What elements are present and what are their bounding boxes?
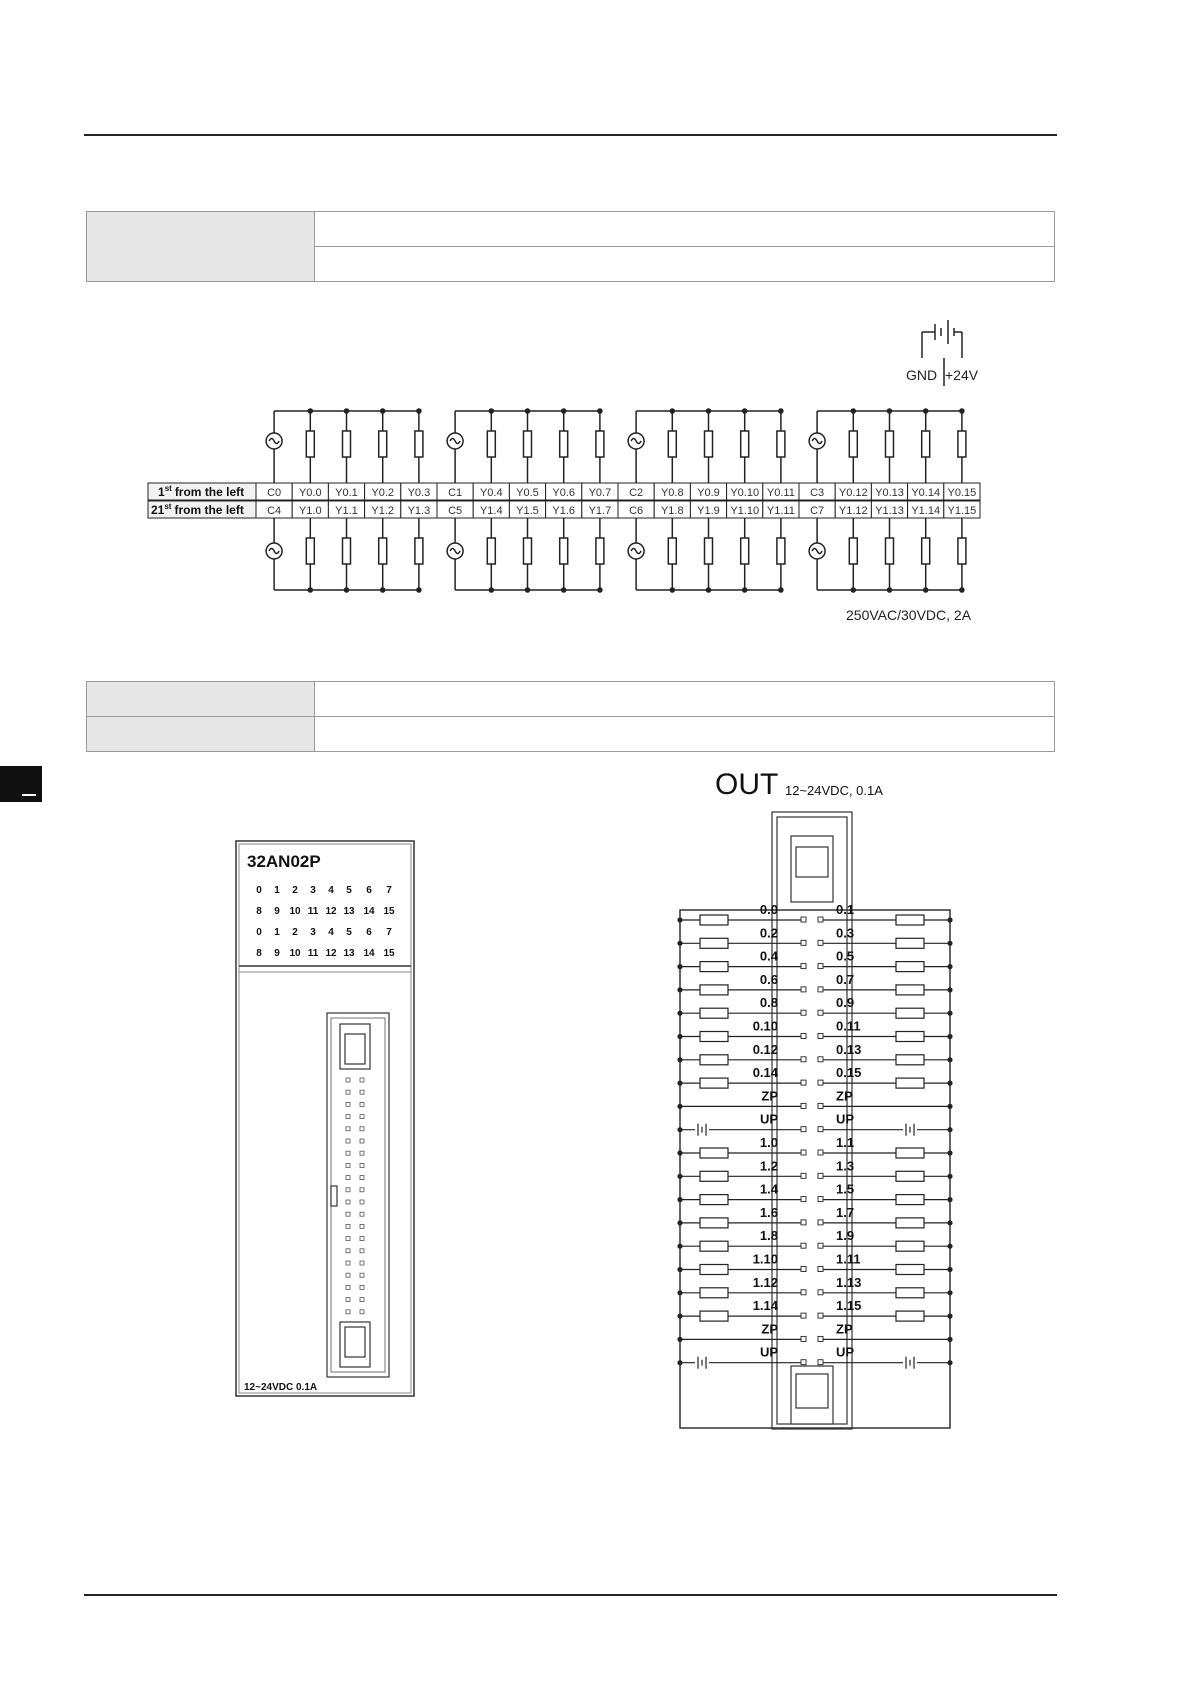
svg-text:Y1.6: Y1.6 — [552, 505, 576, 517]
connector-row — [678, 1252, 952, 1275]
connector-row — [678, 1019, 952, 1042]
svg-text:C4: C4 — [267, 505, 282, 517]
led-label: 15 — [383, 906, 395, 917]
row-label-1 — [148, 483, 256, 500]
spec-table-top-cell — [315, 247, 1055, 282]
relay-terminal-c4 — [256, 501, 292, 518]
led-label: 5 — [346, 885, 352, 896]
connector-label-left: 1.0 — [759, 1135, 778, 1150]
svg-text:Y0.6: Y0.6 — [552, 487, 576, 499]
relay-terminal-y0-13 — [871, 483, 907, 500]
svg-text:Y1.12: Y1.12 — [838, 505, 868, 517]
connector-row — [678, 1042, 952, 1065]
relay-rating: 250VAC/30VDC, 2A — [846, 607, 972, 623]
svg-text:Y0.14: Y0.14 — [911, 487, 941, 499]
relay-terminal-y1-8 — [654, 501, 690, 518]
relay-terminal-y0-11 — [763, 483, 799, 500]
led-label: 5 — [346, 927, 352, 938]
relay-terminal-y0-5 — [509, 483, 545, 500]
svg-text:1stfrom the left: 1st from the left — [158, 484, 245, 499]
relay-terminal-y1-11 — [763, 501, 799, 518]
svg-text:Y1.3: Y1.3 — [407, 505, 431, 517]
relay-terminal-c5 — [437, 501, 473, 518]
led-label: 10 — [289, 906, 301, 917]
out-title: OUT — [715, 768, 779, 801]
connector-label-right: 1.15 — [836, 1298, 862, 1314]
relay-terminal-y1-1 — [328, 501, 364, 518]
svg-text:Y1.14: Y1.14 — [911, 505, 941, 517]
spec-table-middle-header — [87, 682, 315, 717]
svg-text:Y1.4: Y1.4 — [479, 505, 503, 517]
svg-text:Y0.13: Y0.13 — [875, 487, 904, 499]
connector-label-right: 1.5 — [836, 1181, 855, 1197]
svg-text:Y0.9: Y0.9 — [697, 487, 720, 499]
relay-terminal-y1-7 — [582, 501, 618, 518]
spec-table-middle-cell — [315, 682, 1055, 717]
led-label: 6 — [366, 927, 372, 938]
connector-row — [678, 1228, 952, 1251]
relay-terminal-y1-3 — [401, 501, 437, 518]
relay-terminal-y1-9 — [690, 501, 726, 518]
relay-terminal-y0-2 — [365, 483, 401, 500]
connector-label-left: 0.6 — [759, 971, 778, 987]
connector-label-right: 1.1 — [836, 1135, 855, 1150]
relay-terminal-c3 — [799, 483, 835, 500]
svg-text:Y1.9: Y1.9 — [697, 505, 720, 517]
relay-terminal-c1 — [437, 483, 473, 500]
led-label: 1 — [274, 927, 280, 938]
out-connector-diagram — [660, 760, 960, 1460]
connector-row — [678, 1275, 952, 1298]
connector-row — [678, 1182, 952, 1205]
out-title-rating: 12~24VDC, 0.1A — [785, 783, 883, 798]
connector-label-right: 0.3 — [836, 925, 855, 941]
connector-row — [678, 1112, 952, 1137]
svg-text:21stfrom the left: 21st from the left — [151, 502, 244, 517]
connector-label-right: 1.7 — [836, 1204, 855, 1220]
relay-terminal-y1-12 — [835, 501, 871, 518]
svg-text:Y1.15: Y1.15 — [947, 505, 977, 517]
relay-terminal-c7 — [799, 501, 835, 518]
connector-label-left: 0.4 — [759, 948, 778, 964]
svg-text:Y0.15: Y0.15 — [947, 487, 977, 499]
relay-terminal-y1-2 — [365, 501, 401, 518]
svg-text:C2: C2 — [629, 487, 644, 499]
connector-row — [678, 1065, 952, 1088]
relay-wiring-diagram — [0, 310, 1191, 630]
led-label: 0 — [256, 927, 262, 938]
connector-body — [680, 812, 950, 1429]
svg-text:Y1.10: Y1.10 — [730, 505, 760, 517]
relay-terminal-y1-14 — [908, 501, 944, 518]
led-label: 9 — [274, 948, 280, 959]
connector-row — [678, 1088, 952, 1108]
svg-text:Y0.3: Y0.3 — [407, 487, 431, 499]
connector-label-right: 1.3 — [836, 1158, 855, 1174]
led-label: 1 — [274, 885, 280, 896]
relay-terminal-y0-9 — [690, 483, 726, 500]
connector-row — [678, 1321, 952, 1341]
connector-label-left: 0.12 — [752, 1041, 778, 1057]
spec-table-middle-header — [87, 717, 315, 752]
connector-row — [678, 995, 952, 1018]
connector-label-right: 0.13 — [836, 1041, 862, 1057]
svg-text:Y1.1: Y1.1 — [335, 505, 358, 517]
relay-terminal-y0-3 — [401, 483, 437, 500]
gnd-label: GND — [906, 367, 938, 383]
led-label: 13 — [343, 948, 355, 959]
connector-label-left: 1.8 — [759, 1228, 778, 1244]
connector-label-right: 0.15 — [836, 1065, 862, 1081]
connector-label-left: 0.8 — [759, 995, 778, 1011]
svg-text:Y0.12: Y0.12 — [838, 487, 868, 499]
connector-label-right: ZP — [836, 1321, 853, 1337]
relay-terminal-y1-15 — [944, 501, 980, 518]
relay-terminal-y0-6 — [546, 483, 582, 500]
svg-text:Y0.4: Y0.4 — [479, 487, 503, 499]
led-label: 15 — [383, 948, 395, 959]
connector-label-right: 1.9 — [836, 1228, 855, 1244]
led-label: 12 — [325, 948, 337, 959]
svg-text:C3: C3 — [810, 487, 825, 499]
relay-terminal-y0-7 — [582, 483, 618, 500]
svg-text:Y0.7: Y0.7 — [588, 487, 612, 499]
led-label: 7 — [386, 885, 392, 896]
led-label: 14 — [363, 906, 375, 917]
connector-label-left: 0.14 — [752, 1065, 778, 1081]
connector-label-right: 1.13 — [836, 1274, 862, 1290]
connector-label-right: 0.1 — [836, 902, 855, 917]
led-label: 11 — [307, 948, 319, 959]
relay-terminal-y0-1 — [328, 483, 364, 500]
connector-label-right: 0.7 — [836, 971, 855, 987]
module-front-view — [232, 836, 422, 1406]
led-label: 2 — [292, 927, 298, 938]
led-label: 7 — [386, 927, 392, 938]
svg-text:Y0.2: Y0.2 — [371, 487, 395, 499]
relay-terminal-y1-4 — [473, 501, 509, 518]
connector-row — [678, 902, 952, 925]
connector-label-left: ZP — [761, 1321, 778, 1337]
connector-label-right: 0.5 — [836, 948, 855, 964]
svg-text:C1: C1 — [448, 487, 463, 499]
spec-table-middle-cell — [315, 717, 1055, 752]
connector-label-left: 0.2 — [759, 925, 778, 941]
connector-row — [678, 972, 952, 995]
spec-table-top-cell — [315, 212, 1055, 247]
connector-row — [678, 925, 952, 948]
spec-table-top-header — [87, 212, 315, 282]
led-label: 4 — [328, 927, 334, 938]
connector-row — [678, 1158, 952, 1181]
spec-table-middle — [86, 681, 1055, 752]
relay-terminal-y0-0 — [292, 483, 328, 500]
svg-text:Y0.0: Y0.0 — [298, 487, 322, 499]
relay-terminal-y0-14 — [908, 483, 944, 500]
module-connector — [327, 1013, 389, 1377]
relay-terminal-y1-13 — [871, 501, 907, 518]
connector-label-right: UP — [836, 1111, 855, 1127]
led-label: 3 — [310, 927, 316, 938]
connector-label-left: 1.12 — [752, 1274, 778, 1290]
connector-label-right: 0.9 — [836, 995, 855, 1011]
connector-label-left: 1.2 — [759, 1158, 778, 1174]
connector-row — [678, 1205, 952, 1228]
connector-label-left: 0.10 — [752, 1018, 778, 1034]
svg-text:Y1.5: Y1.5 — [516, 505, 539, 517]
svg-text:Y1.0: Y1.0 — [298, 505, 322, 517]
relay-terminal-c6 — [618, 501, 654, 518]
connector-label-left: 1.4 — [759, 1181, 778, 1197]
led-label: 3 — [310, 885, 316, 896]
svg-text:Y0.10: Y0.10 — [730, 487, 760, 499]
led-label: 2 — [292, 885, 298, 896]
svg-text:C6: C6 — [629, 505, 644, 517]
svg-text:Y0.8: Y0.8 — [660, 487, 684, 499]
svg-text:Y1.7: Y1.7 — [588, 505, 612, 517]
footer-rule — [84, 1594, 1057, 1596]
row-label-2 — [148, 501, 256, 518]
svg-text:Y0.1: Y0.1 — [335, 487, 358, 499]
connector-label-right: 1.11 — [836, 1251, 861, 1267]
led-label: 12 — [325, 906, 337, 917]
connector-row — [678, 949, 952, 972]
led-label: 9 — [274, 906, 280, 917]
connector-label-left: 1.14 — [752, 1298, 778, 1314]
relay-terminal-y1-0 — [292, 501, 328, 518]
led-label: 8 — [256, 948, 262, 959]
led-label: 10 — [289, 948, 301, 959]
led-label: 6 — [366, 885, 372, 896]
relay-terminal-y0-4 — [473, 483, 509, 500]
led-label: 14 — [363, 948, 375, 959]
svg-text:Y0.5: Y0.5 — [516, 487, 539, 499]
module-rating: 12~24VDC 0.1A — [244, 1382, 318, 1393]
relay-terminal-y0-10 — [727, 483, 763, 500]
led-label: 0 — [256, 885, 262, 896]
svg-text:Y1.11: Y1.11 — [766, 505, 795, 517]
relay-terminal-y1-10 — [727, 501, 763, 518]
relay-terminal-y1-6 — [546, 501, 582, 518]
connector-label-right: UP — [836, 1344, 855, 1360]
connector-label-left: UP — [759, 1111, 778, 1127]
connector-label-left: 0.0 — [759, 902, 778, 917]
connector-row — [678, 1298, 952, 1321]
module-model-label: 32AN02P — [247, 852, 321, 871]
connector-label-right: 0.11 — [836, 1018, 861, 1034]
spec-table-top — [86, 211, 1055, 282]
relay-terminal-y0-8 — [654, 483, 690, 500]
connector-row — [678, 1135, 952, 1158]
chapter-tab — [0, 766, 42, 802]
relay-terminal-c0 — [256, 483, 292, 500]
svg-text:Y1.8: Y1.8 — [660, 505, 684, 517]
svg-text:Y0.11: Y0.11 — [766, 487, 795, 499]
svg-text:C5: C5 — [448, 505, 463, 517]
connector-label-left: 1.6 — [759, 1204, 778, 1220]
relay-terminal-c2 — [618, 483, 654, 500]
relay-terminal-y0-15 — [944, 483, 980, 500]
led-label: 4 — [328, 885, 334, 896]
svg-text:C7: C7 — [810, 505, 825, 517]
relay-terminal-y0-12 — [835, 483, 871, 500]
connector-label-right: ZP — [836, 1088, 853, 1104]
plus24v-label: +24V — [945, 367, 979, 383]
led-label: 8 — [256, 906, 262, 917]
connector-label-left: 1.10 — [752, 1251, 778, 1267]
connector-label-left: UP — [759, 1344, 778, 1360]
led-label: 13 — [343, 906, 355, 917]
connector-label-left: ZP — [761, 1088, 778, 1104]
relay-terminal-y1-5 — [509, 501, 545, 518]
svg-text:Y1.2: Y1.2 — [371, 505, 395, 517]
led-label: 11 — [307, 906, 319, 917]
header-rule — [84, 134, 1057, 136]
svg-text:Y1.13: Y1.13 — [875, 505, 904, 517]
svg-text:C0: C0 — [267, 487, 282, 499]
